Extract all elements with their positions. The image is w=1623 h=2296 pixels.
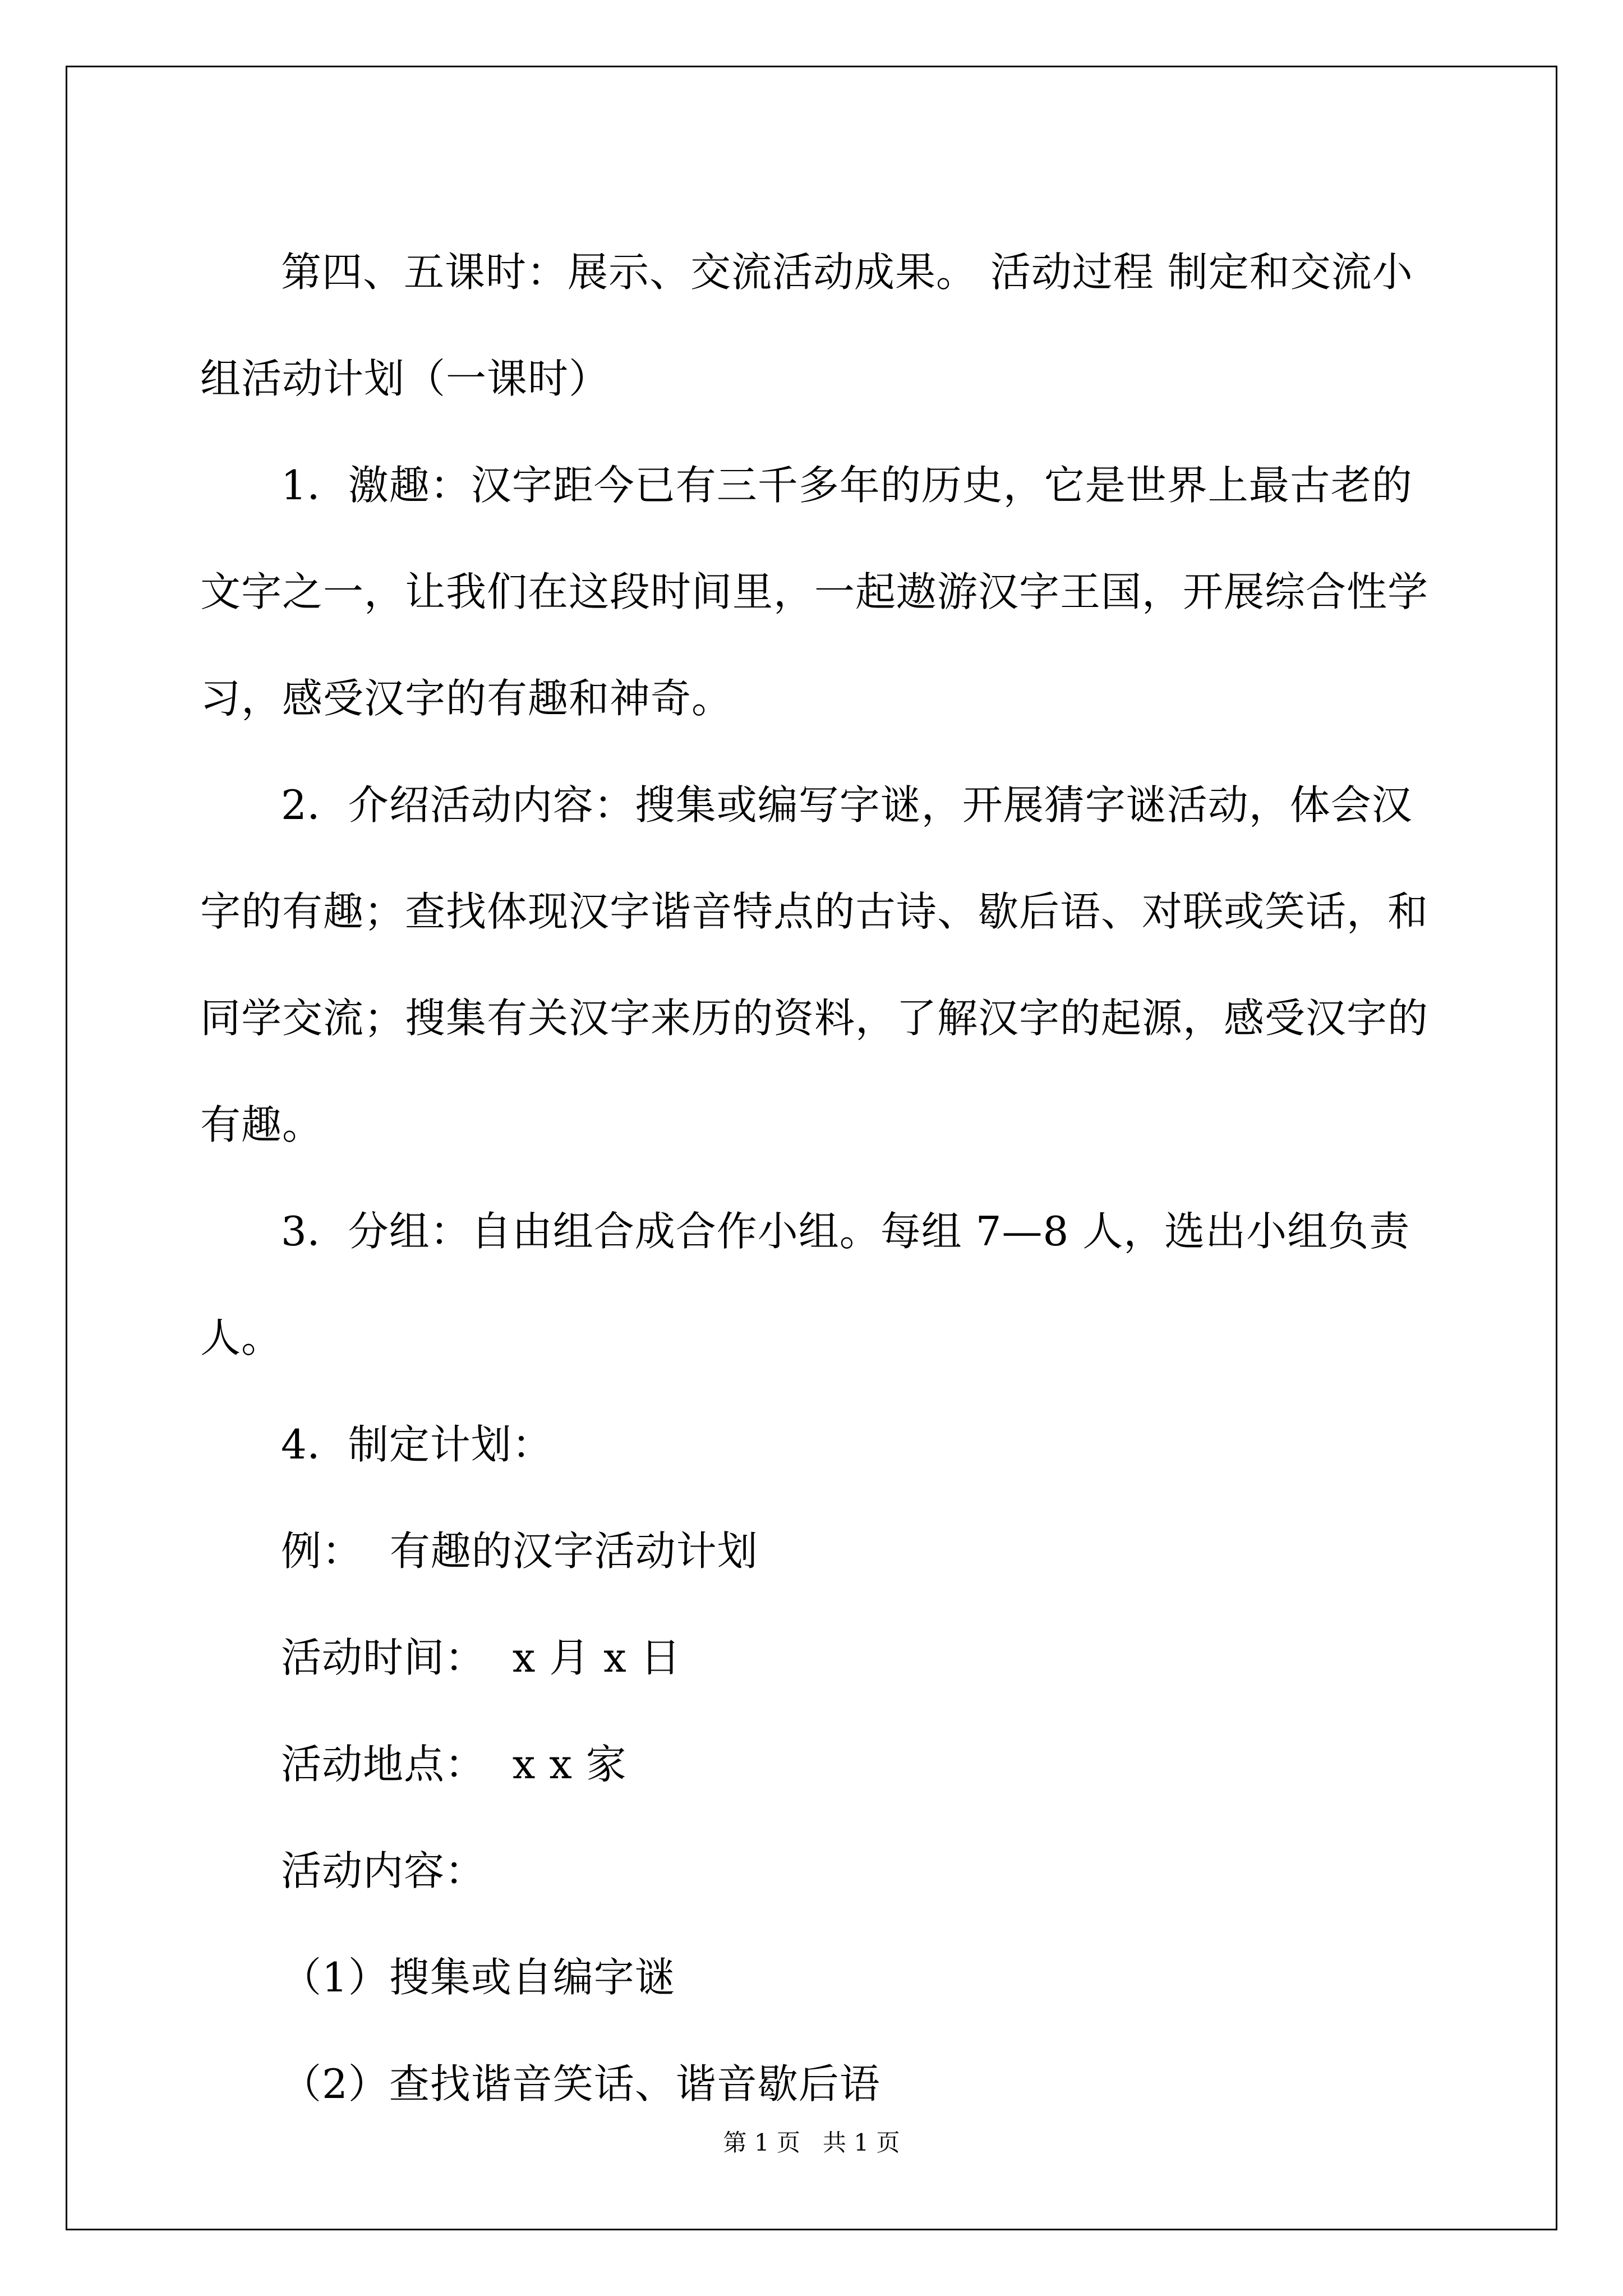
line-content-item-2: （2）查找谐音笑话、谐音歇后语 [281, 2060, 880, 2108]
line-activity-time: 活动时间： x 月 x 日 [281, 1634, 681, 1681]
document-body [200, 219, 1434, 2137]
paragraph-lesson-schedule: 第四、五课时：展示、交流活动成果。 活动过程 制定和交流小组活动计划（一课时） [200, 249, 1413, 402]
line-activity-content-label: 活动内容： [281, 1847, 486, 1894]
line-plan-example-title: 例： 有趣的汉字活动计划 [281, 1527, 758, 1575]
page-footer: 第 1 页 共 1 页 [723, 2129, 900, 2156]
paragraph-activity-content: 2．介绍活动内容：搜集或编写字谜，开展猜字谜活动，体会汉字的有趣；查找体现汉字谐音特点的古诗、歇后语、对联或笑话，和同学交流；搜集有关汉字来历的资料，了解汉字的起源，感受汉字的有趣。 [200, 781, 1429, 1148]
line-activity-location: 活动地点： x x 家 [281, 1741, 627, 1788]
line-make-plan: 4．制定计划： [281, 1421, 553, 1468]
line-content-item-1: （1）搜集或自编字谜 [281, 1954, 676, 2001]
paragraph-grouping: 3．分组：自由组合成合作小组。每组 7—8 人，选出小组负责人。 [200, 1208, 1410, 1361]
paragraph-motivation: 1．激趣：汉字距今已有三千多年的历史，它是世界上最古老的文字之一，让我们在这段时间里，一起遨游汉字王国，开展综合性学习，感受汉字的有趣和神奇。 [200, 462, 1429, 722]
